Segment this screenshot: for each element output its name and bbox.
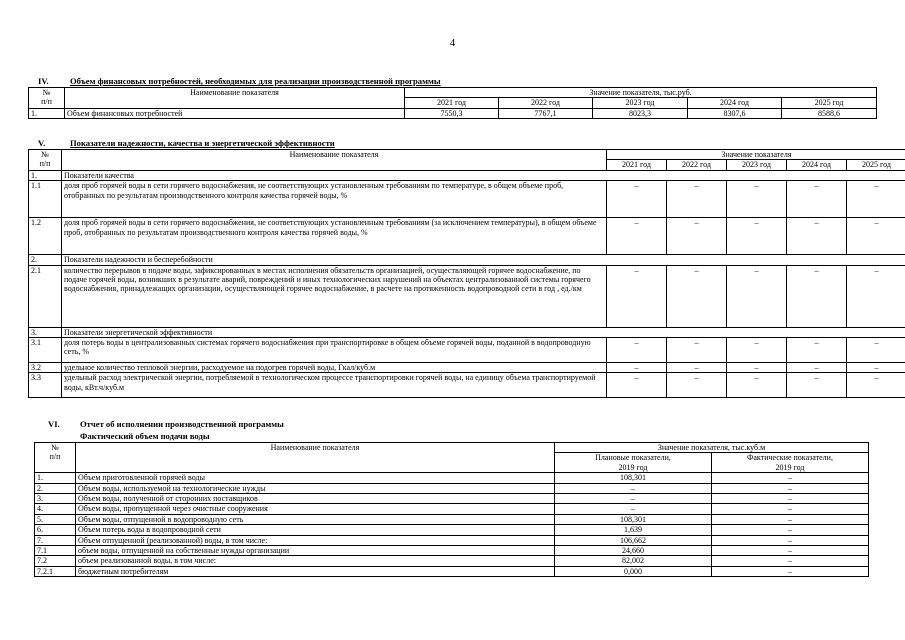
table-row <box>29 363 905 373</box>
plan-value: 0,000 <box>555 566 712 576</box>
year-header: 2022 год <box>667 160 727 170</box>
plan-value: – <box>555 494 712 504</box>
row-name: количество перерывов в подаче воды, зафиксированных в местах исполнения обязательств организацией, осуществляющей горячее водоснабжение, по подаче горячей воды, возникших в результате аварий, повреждений и иных технологических нарушений на объектах централизованной системы горячего водоснабжения, принадлежащих организации, осуществляющей горячее водоснабжение, в расчете на протяженность водопроводной сети в год , ед./км <box>62 265 607 327</box>
row-num: 1. <box>29 170 62 180</box>
row-value: – <box>847 338 905 363</box>
row-num: 3.2 <box>29 363 62 373</box>
row-name: удельный расход электрической энергии, потребляемой в технологическом процессе транспортировки горячей воды, на единицу объема транспортируемой воды, кВт.ч/куб.м <box>62 373 607 398</box>
plan-value: 108,301 <box>555 473 712 483</box>
fact-value: – <box>712 556 869 566</box>
fact-value: – <box>712 514 869 524</box>
row-name: доля проб горячей воды в сети горячего водоснабжения, не соответствующих установленным требованиям по температуре, в общем объеме проб, отобранных по результатам производственного контроля качества горячей воды, % <box>62 181 607 218</box>
table-row <box>29 373 905 398</box>
fact-value: – <box>712 546 869 556</box>
row-value: – <box>727 373 787 398</box>
row-num: 1. <box>29 108 65 118</box>
table-row <box>35 473 869 483</box>
row-num: 3.3 <box>29 373 62 398</box>
row-value: – <box>667 373 727 398</box>
row-value: – <box>607 265 667 327</box>
header-name: Наименование показателя <box>62 150 607 171</box>
row-value: – <box>847 373 905 398</box>
row-value: – <box>727 338 787 363</box>
group-row <box>29 327 905 337</box>
table-row <box>29 218 905 255</box>
row-value: – <box>727 181 787 218</box>
row-name: Объем приготовленной горячей воды <box>76 473 555 483</box>
row-num: 1.1 <box>29 181 62 218</box>
row-value: – <box>727 363 787 373</box>
table-row <box>35 483 869 493</box>
row-num: 4. <box>35 504 76 514</box>
section-5-heading: Показатели надежности, качества и энергетической эффективности <box>70 138 335 148</box>
row-num: 7.2 <box>35 556 76 566</box>
row-value: 7767,1 <box>499 108 593 118</box>
year-header: 2022 год <box>499 98 593 108</box>
financial-needs-table <box>28 87 877 119</box>
row-num: 3. <box>29 327 62 337</box>
row-num: 7.1 <box>35 546 76 556</box>
table-row <box>35 566 869 576</box>
table-row <box>29 181 905 218</box>
year-header: 2023 год <box>593 98 688 108</box>
row-value: 7550,3 <box>405 108 499 118</box>
row-value: – <box>787 181 847 218</box>
row-value: – <box>667 338 727 363</box>
table-row <box>29 108 877 118</box>
row-value: – <box>787 218 847 255</box>
group-name: Показатели надежности и бесперебойности <box>62 255 905 265</box>
row-value: – <box>607 181 667 218</box>
year-header: 2021 год <box>607 160 667 170</box>
fact-value: – <box>712 473 869 483</box>
row-name: бюджетным потребителям <box>76 566 555 576</box>
row-value: 8307,6 <box>688 108 782 118</box>
row-value: – <box>847 265 905 327</box>
row-value: – <box>607 218 667 255</box>
row-name: удельное количество тепловой энергии, расходуемое на подогрев горячей воды, Гкал/куб.м <box>62 363 607 373</box>
year-header: 2025 год <box>782 98 877 108</box>
row-value: – <box>667 265 727 327</box>
row-value: – <box>787 265 847 327</box>
fact-value: – <box>712 566 869 576</box>
row-name: Объем потерь воды в водопроводной сети <box>76 525 555 535</box>
table-row <box>35 525 869 535</box>
row-value: – <box>727 265 787 327</box>
row-num: 2. <box>35 483 76 493</box>
header-value: Значение показателя, тыс.руб. <box>405 88 877 98</box>
header-num: № п/п <box>29 88 65 109</box>
row-value: – <box>787 338 847 363</box>
table-row <box>29 265 905 327</box>
plan-value: – <box>555 504 712 514</box>
section-5-title <box>38 138 335 148</box>
fact-value: – <box>712 525 869 535</box>
plan-value: – <box>555 483 712 493</box>
section-4-heading: Объем финансовых потребностей, необходимых для реализации производственной программы <box>70 76 441 86</box>
group-name: Показатели энергетической эффективности <box>62 327 905 337</box>
plan-value: 108,301 <box>555 514 712 524</box>
table-row <box>29 338 905 363</box>
row-name: доля потерь воды в централизованных системах горячего водоснабжения при транспортировке в общем объеме горячей воды, поданной в водопроводную сеть, % <box>62 338 607 363</box>
page-number: 4 <box>449 37 456 49</box>
table-row <box>35 504 869 514</box>
year-header: 2024 год <box>688 98 782 108</box>
table-row <box>35 535 869 545</box>
row-name: объем воды, отпущенной на собственные нужды организации <box>76 546 555 556</box>
row-value: – <box>847 181 905 218</box>
row-num: 2. <box>29 255 62 265</box>
header-value: Значение показателя <box>607 150 905 160</box>
water-supply-table <box>34 442 869 577</box>
row-name: Объем воды, отпущенной в водопроводную сеть <box>76 514 555 524</box>
row-num: 6. <box>35 525 76 535</box>
header-num: № п/п <box>35 443 76 473</box>
table-row <box>35 494 869 504</box>
section-5-number: V. <box>38 138 46 148</box>
row-num: 3. <box>35 494 76 504</box>
row-value: 8588,6 <box>782 108 877 118</box>
section-6-subtitle: Фактический объем подачи воды <box>80 431 210 441</box>
header-num: № п/п <box>29 150 62 171</box>
row-name: доля проб горячей воды в сети горячего водоснабжения, не соответствующих установленным требованиям (за исключением температуры), в общем объеме проб, отобранных по результатам производственного контроля качества горячей воды, % <box>62 218 607 255</box>
row-value: – <box>607 338 667 363</box>
year-header: 2023 год <box>727 160 787 170</box>
plan-value: 82,002 <box>555 556 712 566</box>
table-row <box>35 546 869 556</box>
row-name: Объем воды, полученной от сторонних поставщиков <box>76 494 555 504</box>
plan-header: Плановые показатели, 2019 год <box>555 453 712 473</box>
row-value: – <box>667 181 727 218</box>
row-name: Объем воды, используемой на технологические нужды <box>76 483 555 493</box>
fact-value: – <box>712 504 869 514</box>
fact-value: – <box>712 483 869 493</box>
section-6-number: VI. <box>48 419 60 429</box>
row-num: 3.1 <box>29 338 62 363</box>
fact-value: – <box>712 535 869 545</box>
row-value: – <box>847 218 905 255</box>
year-header: 2024 год <box>787 160 847 170</box>
fact-value: – <box>712 494 869 504</box>
section-6-title <box>48 419 284 429</box>
row-value: – <box>667 218 727 255</box>
header-name: Наименование показателя <box>76 443 555 473</box>
plan-value: 106,662 <box>555 535 712 545</box>
row-name: Объем финансовых потребностей <box>65 108 405 118</box>
section-6-heading: Отчет об исполнении производственной программы <box>80 419 284 429</box>
group-row <box>29 255 905 265</box>
table-row <box>35 514 869 524</box>
row-value: 8023,3 <box>593 108 688 118</box>
year-header: 2025 год <box>847 160 905 170</box>
row-name: Объем отпущенной (реализованной) воды, в том числе: <box>76 535 555 545</box>
row-num: 1. <box>35 473 76 483</box>
row-value: – <box>847 363 905 373</box>
reliability-table <box>28 149 905 398</box>
row-num: 2.1 <box>29 265 62 327</box>
row-num: 7.2.1 <box>35 566 76 576</box>
plan-value: 24,660 <box>555 546 712 556</box>
row-name: объем реализованной воды, в том числе: <box>76 556 555 566</box>
group-name: Показатели качества <box>62 170 905 180</box>
row-num: 5. <box>35 514 76 524</box>
group-row <box>29 170 905 180</box>
row-value: – <box>787 363 847 373</box>
section-4-number: IV. <box>38 76 49 86</box>
section-4-title <box>38 76 441 86</box>
plan-value: 1,639 <box>555 525 712 535</box>
row-value: – <box>727 218 787 255</box>
fact-header: Фактические показатели, 2019 год <box>712 453 869 473</box>
header-value: Значение показателя, тыс.куб.м <box>555 443 869 453</box>
row-value: – <box>667 363 727 373</box>
row-num: 1.2 <box>29 218 62 255</box>
header-name: Наименование показателя <box>65 88 405 109</box>
row-name: Объем воды, пропущенной через очистные сооружения <box>76 504 555 514</box>
row-num: 7. <box>35 535 76 545</box>
row-value: – <box>607 373 667 398</box>
year-header: 2021 год <box>405 98 499 108</box>
row-value: – <box>607 363 667 373</box>
row-value: – <box>787 373 847 398</box>
table-row <box>35 556 869 566</box>
